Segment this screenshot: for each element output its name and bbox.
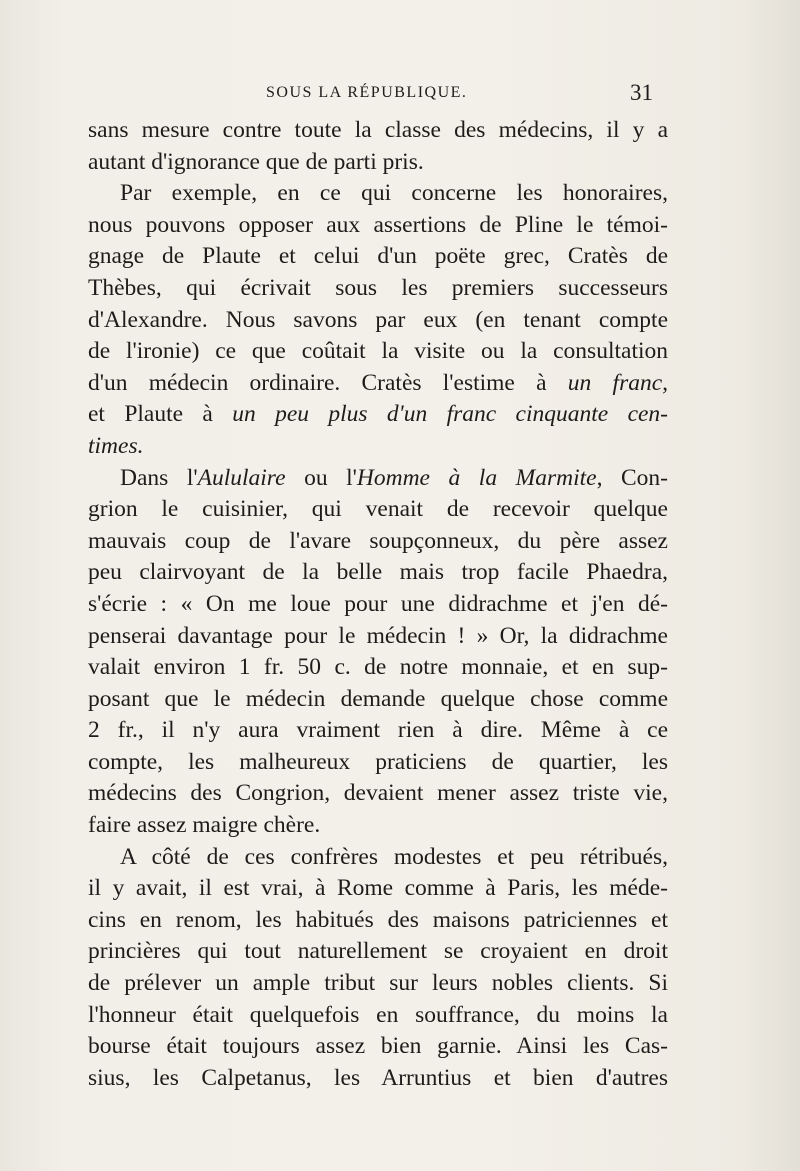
text-line: [88, 431, 668, 463]
text-line: de prélever un ample tribut sur leurs nobles clients. Si: [88, 970, 668, 997]
text-line: s'écrie : « On me loue pour une didrachme et j'en dé-: [88, 590, 668, 617]
text-line: mauvais coup de l'avare soupçonneux, du père assez: [88, 527, 668, 554]
text-line: cins en renom, les habitués des maisons patriciennes et: [88, 906, 668, 933]
text-line: Par exemple, en ce qui concerne les honoraires,: [120, 180, 668, 207]
italic-segment: Homme à la Marmite: [356, 464, 597, 491]
text-line: faire assez maigre chère.: [88, 812, 321, 839]
text-line: l'honneur était quelquefois en souffrance, du moins la: [88, 1001, 668, 1028]
text-line: il y avait, il est vrai, à Rome comme à Paris, les méde-: [88, 875, 668, 902]
text-line: gnage de Plaute et celui d'un poëte grec, Cratès de: [88, 243, 668, 270]
text-segment: Dans l': [120, 464, 198, 491]
text-line: valait environ 1 fr. 50 c. de notre monnaie, et en sup-: [88, 654, 668, 681]
italic-segment: Aululaire: [197, 464, 286, 491]
text-line: compte, les malheureux praticiens de quartier, les: [88, 748, 668, 775]
text-line: médecins des Congrion, devaient mener assez triste vie,: [88, 780, 668, 807]
text-line: grion le cuisinier, qui venait de recevoir quelque: [88, 496, 668, 523]
running-head: SOUS LA RÉPUBLIQUE.: [266, 84, 468, 101]
text-segment: et Plaute à: [88, 401, 213, 428]
text-line: Thèbes, qui écrivait sous les premiers successeurs: [88, 274, 668, 301]
text-segment: ou l': [285, 464, 357, 491]
text-line: d'Alexandre. Nous savons par eux (en tenant compte: [88, 306, 668, 333]
text-line: A côté de ces confrères modestes et peu rétribués,: [120, 843, 668, 870]
page-number: 31: [630, 80, 653, 105]
text-line: bourse était toujours assez bien garnie. Ainsi les Cas-: [88, 1033, 668, 1060]
text-segment: d'un médecin ordinaire. Cratès l'estime à: [88, 369, 547, 396]
body-text: [88, 115, 668, 1094]
text-line: sius, les Calpetanus, les Arruntius et bien d'autres: [88, 1064, 668, 1091]
text-line: [88, 368, 668, 400]
text-line: peu clairvoyant de la belle mais trop facile Phaedra,: [88, 559, 668, 586]
text-line: penserai davantage pour le médecin ! » Or, la didrachme: [88, 622, 668, 649]
text-line: de l'ironie) ce que coûtait la visite ou la consultation: [88, 338, 668, 365]
text-line: 2 fr., il n'y aura vraiment rien à dire. Même à ce: [88, 717, 668, 744]
text-line: nous pouvons opposer aux assertions de Pline le témoi-: [88, 211, 668, 238]
italic-segment: un peu plus d'un franc cinquante cen-: [232, 401, 668, 428]
italic-segment: times.: [88, 432, 144, 459]
text-line: princières qui tout naturellement se croyaient en droit: [88, 938, 668, 965]
text-line: posant que le médecin demande quelque chose comme: [88, 685, 668, 712]
text-line: [88, 463, 668, 495]
italic-segment: un franc,: [567, 369, 668, 396]
text-segment: , Con-: [596, 464, 668, 491]
text-line: sans mesure contre toute la classe des médecins, il y a: [88, 117, 668, 143]
page-header: [88, 80, 653, 110]
text-line: [88, 399, 668, 431]
text-line: autant d'ignorance que de parti pris.: [88, 148, 424, 175]
